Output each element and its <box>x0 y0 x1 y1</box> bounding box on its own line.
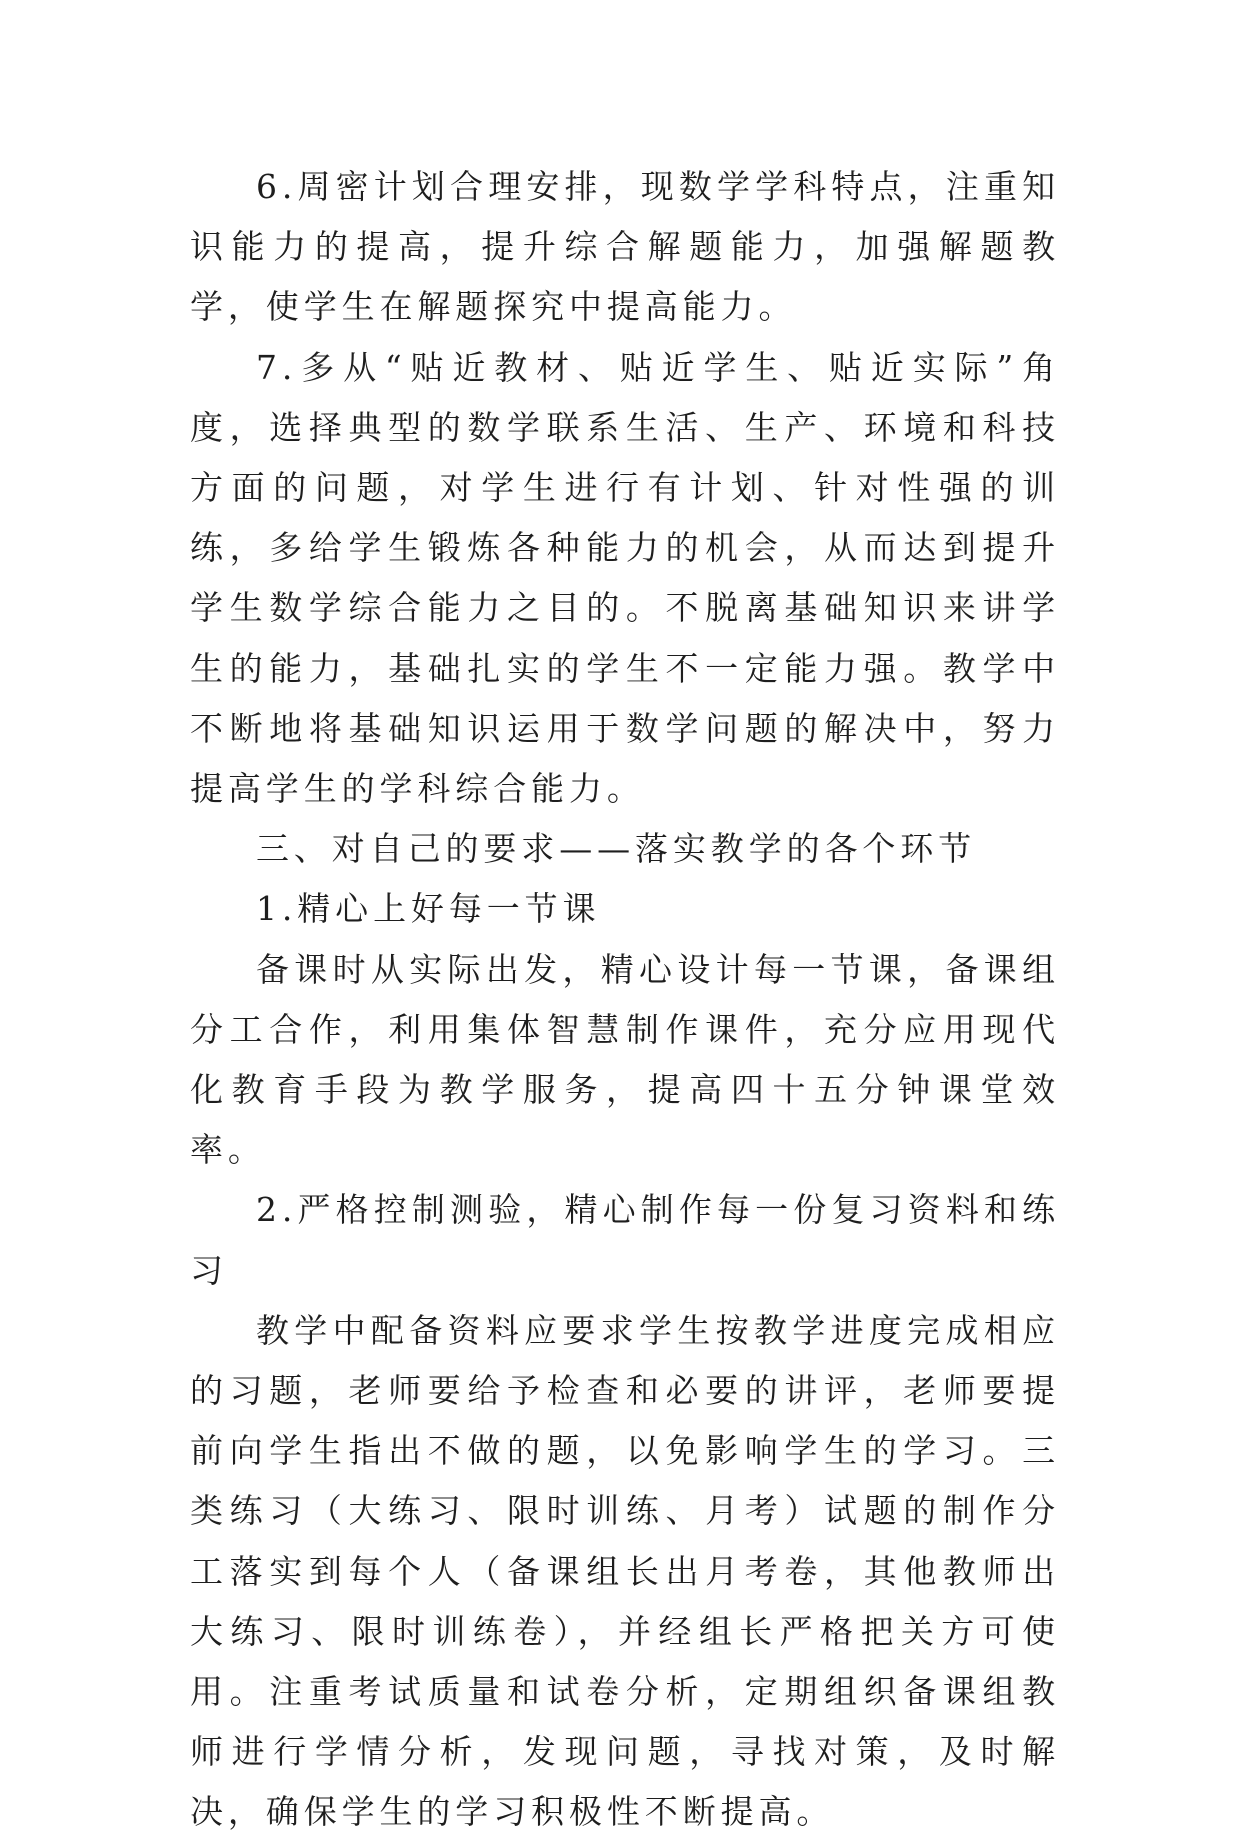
subheading-1: 1.精心上好每一节课 <box>256 889 601 929</box>
paragraph-exercises: 教学中配备资料应要求学生按教学进度完成相应的习题，老师要给予检查和必要的讲评，老师要提前向学生指出不做的题，以免影响学生的学习。三类练习（大练习、限时训练、月考）试题的制作分工落实到每个人（备课组长出月考卷，其他教师出大练习、限时训练卷），并经组长严格把关方可使用。注重考试质量和试卷分析，定期组织备课组教师进行学情分析，发现问题，寻找对策，及时解决，确保学生的学习积极性不断提高。 <box>190 1310 1060 1832</box>
paragraph-item-6: 6.周密计划合理安排，现数学学科特点，注重知识能力的提高，提升综合解题能力，加强解题教学，使学生在解题探究中提高能力。 <box>190 167 1060 327</box>
paragraph-item-7: 7.多从“贴近教材、贴近学生、贴近实际”角度，选择典型的数学联系生活、生产、环境和科技方面的问题，对学生进行有计划、针对性强的训练，多给学生锻炼各种能力的机会，从而达到提升学生数学综合能力之目的。不脱离基础知识来讲学生的能力，基础扎实的学生不一定能力强。教学中不断地将基础知识运用于数学问题的解决中，努力提高学生的学科综合能力。 <box>190 347 1060 809</box>
document-body <box>190 157 1060 1843</box>
subheading-2: 2.严格控制测验，精心制作每一份复习资料和练习 <box>190 1190 1060 1290</box>
paragraph-lesson-prep: 备课时从实际出发，精心设计每一节课，备课组分工合作，利用集体智慧制作课件，充分应用现代化教育手段为教学服务，提高四十五分钟课堂效率。 <box>190 949 1060 1170</box>
section-heading-3: 三、对自己的要求——落实教学的各个环节 <box>256 829 977 869</box>
